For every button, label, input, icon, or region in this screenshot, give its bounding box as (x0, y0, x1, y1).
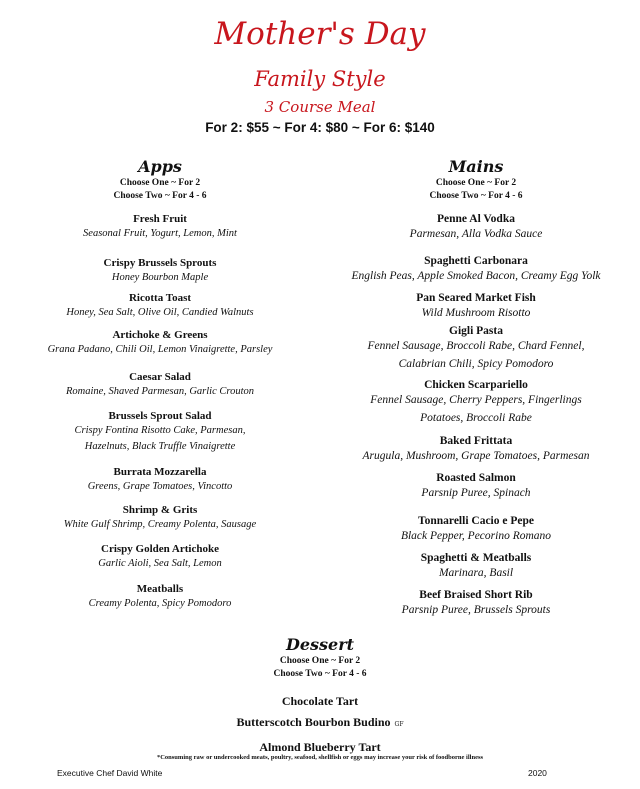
menu-item-name: Artichoke & Greens (112, 329, 208, 341)
dessert-item-name: Almond Blueberry Tart (259, 740, 381, 754)
disclaimer: *Consuming raw or undercooked meats, poultry, seafood, shellfish or eggs may increase your risk of foodborne illness (156, 754, 484, 761)
menu-header (0, 14, 640, 137)
menu-item-name: Spaghetti & Meatballs (420, 552, 532, 564)
menu-item (0, 503, 320, 533)
menu-item-name: Baked Frittata (439, 435, 513, 447)
menu-item-description: Garlic Aioli, Sea Salt, Lemon (98, 558, 222, 569)
gluten-free-tag: GF (394, 721, 404, 728)
menu-item (0, 291, 320, 321)
menu-item-name: Beef Braised Short Rib (419, 589, 533, 601)
price-line: For 2: $55 ~ For 4: $80 ~ For 6: $140 (205, 120, 435, 135)
apps-choose-two: Choose Two ~ For 4 - 6 (113, 190, 207, 201)
dessert-section (0, 635, 640, 680)
menu-item (0, 542, 320, 572)
mains-title: Mains (448, 157, 504, 176)
menu-item-name: Meatballs (136, 583, 184, 595)
menu-item-name: Ricotta Toast (128, 292, 192, 304)
dessert-item (0, 711, 640, 730)
menu-item-description: Fennel Sausage, Cherry Peppers, Fingerlings (370, 394, 582, 406)
menu-item-description: White Gulf Shrimp, Creamy Polenta, Sausage (63, 519, 257, 530)
menu-item-name: Spaghetti Carbonara (424, 255, 528, 267)
menu-item (312, 324, 640, 373)
menu-item (0, 328, 320, 358)
menu-subtitle: Family Style (254, 67, 386, 91)
apps-title: Apps (138, 157, 182, 176)
menu-item (0, 409, 320, 455)
menu-item-description: Honey, Sea Salt, Olive Oil, Candied Walnuts (66, 307, 254, 318)
menu-item-description: English Peas, Apple Smoked Bacon, Creamy Egg Yolk (351, 270, 601, 282)
menu-item (312, 471, 640, 503)
menu-item (312, 254, 640, 286)
chef-credit: Executive Chef David White (57, 768, 163, 778)
menu-item-description: Creamy Polenta, Spicy Pomodoro (88, 598, 232, 609)
mains-section (312, 157, 640, 616)
menu-item-description: Black Pepper, Pecorino Romano (400, 530, 552, 542)
mains-choose-two: Choose Two ~ For 4 - 6 (429, 190, 523, 201)
footer-year: 2020 (528, 768, 547, 778)
menu-item (312, 212, 640, 244)
menu-item (0, 465, 320, 495)
menu-item-description: Honey Bourbon Maple (111, 272, 209, 283)
menu-item (312, 434, 640, 466)
menu-item-name: Chicken Scarpariello (424, 379, 528, 391)
menu-item (0, 212, 320, 242)
menu-item-description: Marinara, Basil (438, 567, 514, 579)
menu-item-description: Crispy Fontina Risotto Cake, Parmesan, (74, 425, 246, 436)
menu-item-name: Crispy Golden Artichoke (101, 543, 219, 555)
menu-item-description: Wild Mushroom Risotto (421, 307, 531, 319)
menu-item (312, 588, 640, 620)
menu-item-description: Greens, Grape Tomatoes, Vincotto (87, 481, 233, 492)
menu-item-description: Arugula, Mushroom, Grape Tomatoes, Parmesan (362, 450, 590, 462)
menu-item-description: Parsnip Puree, Spinach (421, 487, 531, 499)
menu-item-description: Parmesan, Alla Vodka Sauce (409, 228, 543, 240)
menu-item-description: Calabrian Chili, Spicy Pomodoro (398, 357, 554, 370)
menu-item-description: Parsnip Puree, Brussels Sprouts (401, 604, 551, 616)
apps-choose-one: Choose One ~ For 2 (119, 178, 201, 188)
menu-item-name: Tonnarelli Cacio e Pepe (418, 515, 534, 527)
dessert-choose-two: Choose Two ~ For 4 - 6 (273, 668, 367, 679)
menu-item-name: Roasted Salmon (436, 472, 516, 484)
mains-choose-one: Choose One ~ For 2 (435, 178, 517, 188)
menu-item-description: Fennel Sausage, Broccoli Rabe, Chard Fennel, (367, 340, 585, 352)
course-label: 3 Course Meal (264, 98, 376, 116)
menu-item-description: Grana Padano, Chili Oil, Lemon Vinaigrette, Parsley (47, 344, 273, 355)
menu-item-description: Hazelnuts, Black Truffle Vinaigrette (84, 441, 236, 452)
menu-item-name: Crispy Brussels Sprouts (103, 257, 217, 269)
menu-item (0, 582, 320, 612)
menu-item-description: Seasonal Fruit, Yogurt, Lemon, Mint (83, 228, 237, 239)
menu-title: Mother's Day (214, 16, 426, 52)
menu-item-name: Caesar Salad (129, 371, 191, 383)
dessert-title: Dessert (285, 635, 355, 654)
dessert-item (0, 690, 640, 709)
dessert-item-name: Chocolate Tart (281, 694, 359, 708)
dessert-item-name: Butterscotch Bourbon Budino (236, 715, 391, 729)
menu-item-description: Romaine, Shaved Parmesan, Garlic Crouton (65, 386, 254, 397)
menu-item-description: Potatoes, Broccoli Rabe (420, 411, 532, 424)
apps-section (0, 157, 320, 609)
menu-item (0, 370, 320, 400)
menu-item (312, 514, 640, 546)
menu-item-name: Gigli Pasta (449, 325, 503, 337)
menu-item-name: Brussels Sprout Salad (108, 410, 212, 422)
menu-item-name: Burrata Mozzarella (113, 466, 207, 478)
dessert-choose-one: Choose One ~ For 2 (279, 656, 361, 666)
menu-item-name: Pan Seared Market Fish (416, 292, 536, 304)
menu-item (312, 378, 640, 427)
menu-item (312, 291, 640, 323)
menu-item-name: Fresh Fruit (133, 213, 187, 225)
menu-item-name: Shrimp & Grits (122, 504, 198, 516)
menu-item (0, 256, 320, 286)
menu-item (312, 551, 640, 583)
menu-item-name: Penne Al Vodka (437, 213, 515, 225)
